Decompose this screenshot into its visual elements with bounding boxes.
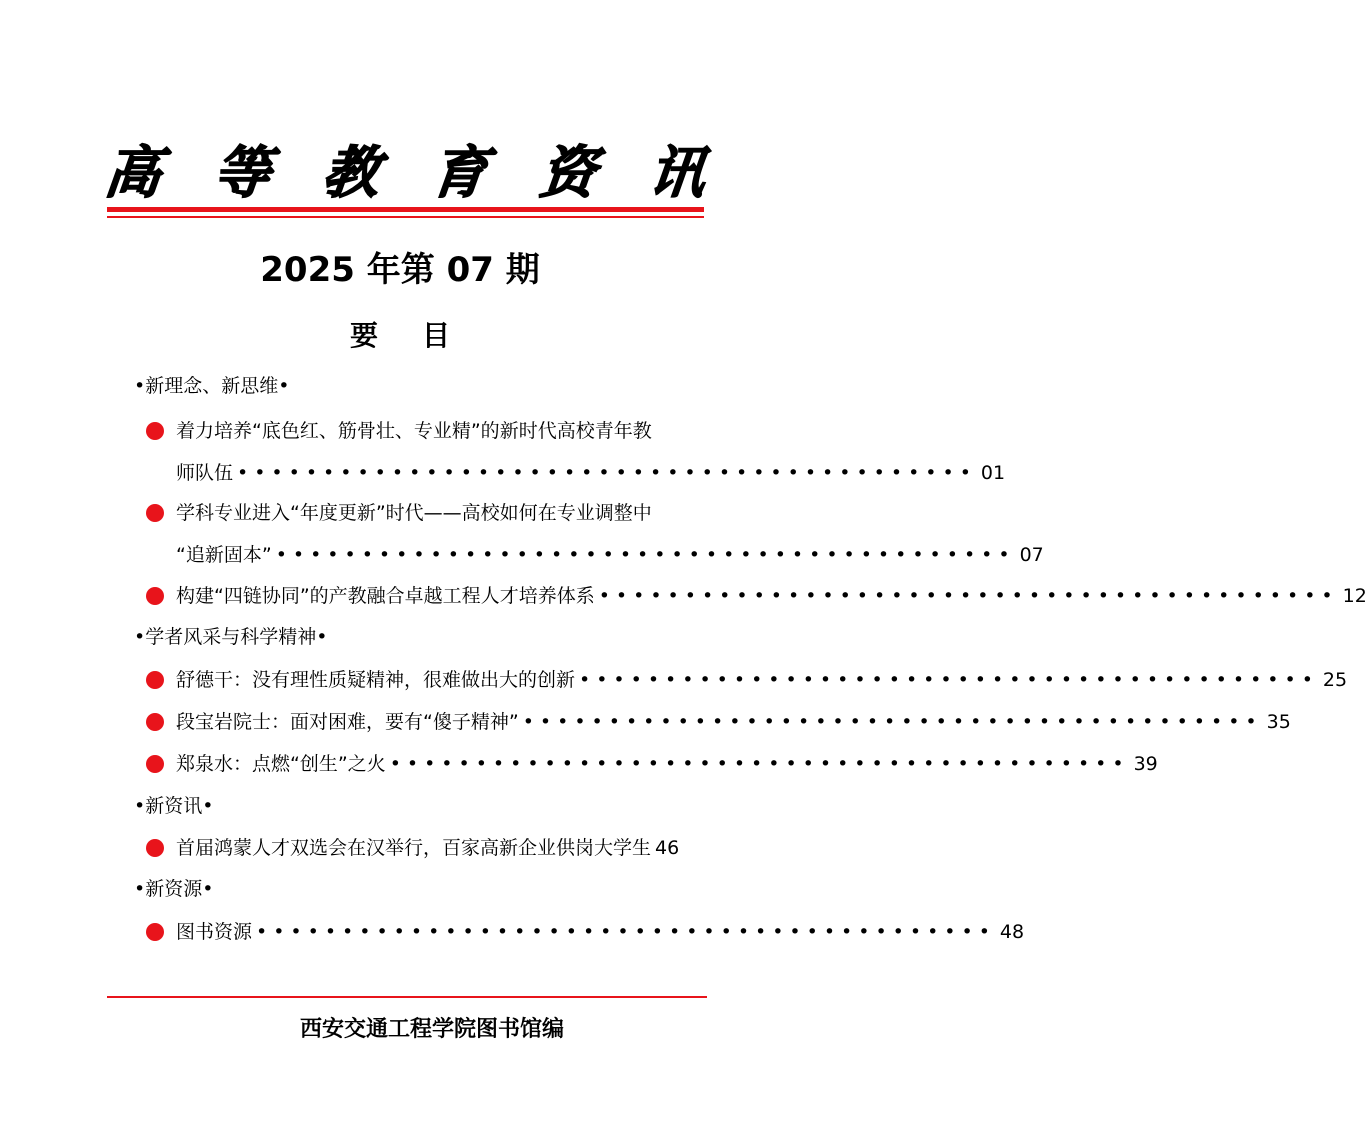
toc-entry-page: 01: [980, 462, 1006, 484]
masthead-char: 教: [319, 140, 383, 206]
dot-leader: •••••••••••••••••••••••••••••••••••••••••••: [579, 669, 1319, 691]
toc-entry-page: 25: [1322, 669, 1348, 691]
toc-section-heading: •新理念、新思维•: [134, 375, 290, 397]
bullet-dot-icon: [146, 755, 164, 773]
toc-entry[interactable]: [146, 751, 1158, 777]
contents-heading-char: 要: [349, 319, 378, 352]
toc-entry-page: 39: [1133, 753, 1158, 775]
masthead-char: 高: [101, 140, 165, 206]
footer-rule: [107, 996, 707, 998]
dot-leader: •••••••••••••••••••••••••••••••••••••••••••: [275, 544, 1016, 566]
toc-section-heading: •新资源•: [134, 878, 214, 900]
bullet-dot-icon: [146, 671, 164, 689]
dot-leader: •••••••••••••••••••••••••••••••••••••••••••: [237, 462, 977, 484]
toc-entry[interactable]: [146, 500, 1044, 568]
dot-leader: •••••••••••••••••••••••••••••••••••••••••••: [389, 753, 1130, 775]
masthead-rule-thin: [107, 216, 704, 218]
toc-entry-title: 郑泉水：点燃“创生”之火: [176, 753, 386, 775]
masthead-char: 资: [536, 140, 600, 206]
contents-heading: [0, 314, 800, 354]
toc-entry-page: 12: [1342, 585, 1367, 607]
toc-entry[interactable]: [146, 919, 1025, 945]
toc-entry-title: 着力培养“底色红、筋骨壮、专业精”的新时代高校青年教: [176, 420, 652, 442]
toc-entry-title-continued: 师队伍: [176, 462, 234, 484]
toc-entry-title: 段宝岩院士：面对困难，要有“傻子精神”: [176, 711, 519, 733]
bullet-dot-icon: [146, 587, 164, 605]
bullet-dot-icon: [146, 422, 164, 440]
dot-leader: •••••••••••••••••••••••••••••••••••••••••••: [256, 921, 996, 943]
bullet-dot-icon: [146, 713, 164, 731]
bullet-dot-icon: [146, 923, 164, 941]
toc-entry[interactable]: [146, 667, 1348, 693]
toc-entry[interactable]: [146, 418, 1006, 486]
toc-entry-page: 07: [1019, 544, 1044, 566]
toc-section-heading: •学者风采与科学精神•: [134, 626, 328, 648]
masthead-char: 等: [210, 140, 274, 206]
dot-leader: •••••••••••••••••••••••••••••••••••••••••••: [522, 711, 1263, 733]
toc-entry-page: 35: [1266, 711, 1291, 733]
toc-entry-page: 48: [999, 921, 1025, 943]
toc-entry[interactable]: [146, 583, 1367, 609]
toc-entry-title: 学科专业进入“年度更新”时代——高校如何在专业调整中: [176, 502, 652, 524]
contents-heading-char: 目: [422, 319, 451, 352]
masthead-char: 讯: [645, 140, 709, 206]
toc-entry[interactable]: [146, 709, 1291, 735]
toc-section-heading: •新资讯•: [134, 795, 214, 817]
masthead-char: 育: [427, 140, 491, 206]
toc-entry-page: 46: [655, 837, 680, 859]
toc-entry[interactable]: [146, 835, 704, 861]
toc-entry-title: 图书资源: [176, 921, 253, 943]
editor-credit: 西安交通工程学院图书馆编: [300, 1017, 565, 1042]
masthead-title: [101, 138, 709, 208]
toc-entry-title-continued: “追新固本”: [176, 544, 272, 566]
bullet-dot-icon: [146, 839, 164, 857]
toc-entry-title: 首届鸿蒙人才双选会在汉举行，百家高新企业供岗大学生: [176, 837, 652, 859]
bullet-dot-icon: [146, 504, 164, 522]
masthead-rule-thick: [107, 207, 704, 212]
issue-number: 2025 年第 07 期: [260, 250, 540, 290]
dot-leader: •••••••••••••••••••••••••••••••••••••••••••: [598, 585, 1339, 607]
toc-entry-title: 构建“四链协同”的产教融合卓越工程人才培养体系: [176, 585, 595, 607]
toc-entry-title: 舒德干：没有理性质疑精神，很难做出大的创新: [176, 669, 576, 691]
